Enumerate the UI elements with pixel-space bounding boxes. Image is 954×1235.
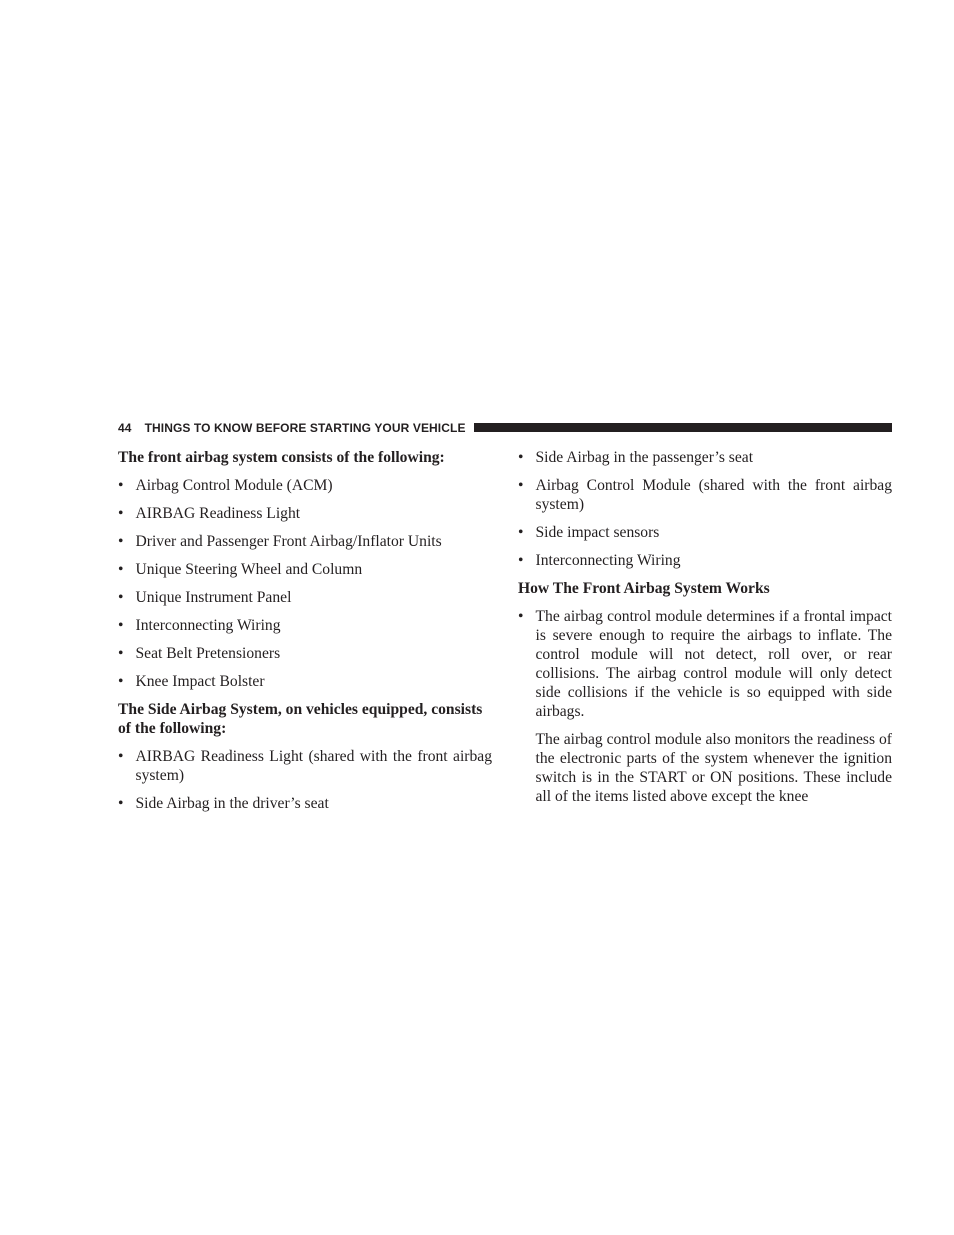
list-item [118,588,492,607]
bullet-icon: • [518,552,524,569]
list-item-text: Side Airbag in the driver’s seat [135,795,329,812]
page-header [118,419,892,436]
list-item-text: Side impact sensors [535,524,660,541]
bullet-icon: • [518,449,524,466]
bullet-icon: • [118,617,124,634]
list-item-text: The airbag control module determines if a frontal impact is severe enough to require the airbags to inflate. The control module will not detect, roll over, or rear collisions. The airbag control module will only detect side collisions if the vehicle is so equipped with side airbags. [535,608,892,720]
front-airbag-list [118,476,492,691]
list-item-text: Airbag Control Module (ACM) [135,477,333,494]
list-item [118,644,492,663]
side-airbag-list-continued [518,448,892,570]
left-column [118,448,492,822]
how-it-works-heading: How The Front Airbag System Works [518,580,770,597]
right-column [518,448,892,806]
bullet-icon: • [518,608,524,625]
bullet-icon: • [518,524,524,541]
bullet-icon: • [118,645,124,662]
list-item-text: Airbag Control Module (shared with the front airbag system) [535,477,892,513]
list-item-text: Unique Instrument Panel [135,589,292,606]
side-airbag-heading: The Side Airbag System, on vehicles equipped, consists of the following: [118,701,483,737]
list-item [518,607,892,721]
list-item [118,476,492,495]
list-item-text: Unique Steering Wheel and Column [135,561,363,578]
bullet-icon: • [118,795,124,812]
list-item [118,560,492,579]
list-item-text: Interconnecting Wiring [135,617,281,634]
list-item [118,532,492,551]
list-item [518,448,892,467]
list-item-text: Side Airbag in the passenger’s seat [535,449,754,466]
list-item-text: Interconnecting Wiring [535,552,681,569]
list-item-text: Driver and Passenger Front Airbag/Inflator Units [135,533,442,550]
front-airbag-heading: The front airbag system consists of the following: [118,449,445,466]
header-rule [474,423,892,432]
list-item-text: Knee Impact Bolster [135,673,265,690]
bullet-icon: • [118,561,124,578]
list-item [518,523,892,542]
bullet-icon: • [118,589,124,606]
bullet-icon: • [118,533,124,550]
section-title: THINGS TO KNOW BEFORE STARTING YOUR VEHICLE [144,420,466,435]
list-item [518,551,892,570]
bullet-icon: • [518,477,524,494]
list-item [118,747,492,785]
bullet-icon: • [118,748,124,765]
list-item-text: Seat Belt Pretensioners [135,645,281,662]
how-it-works-list [518,607,892,721]
list-item [118,794,492,813]
list-item [118,616,492,635]
list-item-text: AIRBAG Readiness Light (shared with the front airbag system) [135,748,492,784]
list-item [518,476,892,514]
page-number: 44 [118,420,132,435]
monitoring-paragraph: The airbag control module also monitors the readiness of the electronic parts of the system whenever the ignition switch is in the START or ON positions. These include all of the items listed above except the knee [535,731,892,805]
bullet-icon: • [118,673,124,690]
list-item-text: AIRBAG Readiness Light [135,505,301,522]
list-item [118,672,492,691]
bullet-icon: • [118,505,124,522]
bullet-icon: • [118,477,124,494]
list-item [118,504,492,523]
side-airbag-list [118,747,492,813]
